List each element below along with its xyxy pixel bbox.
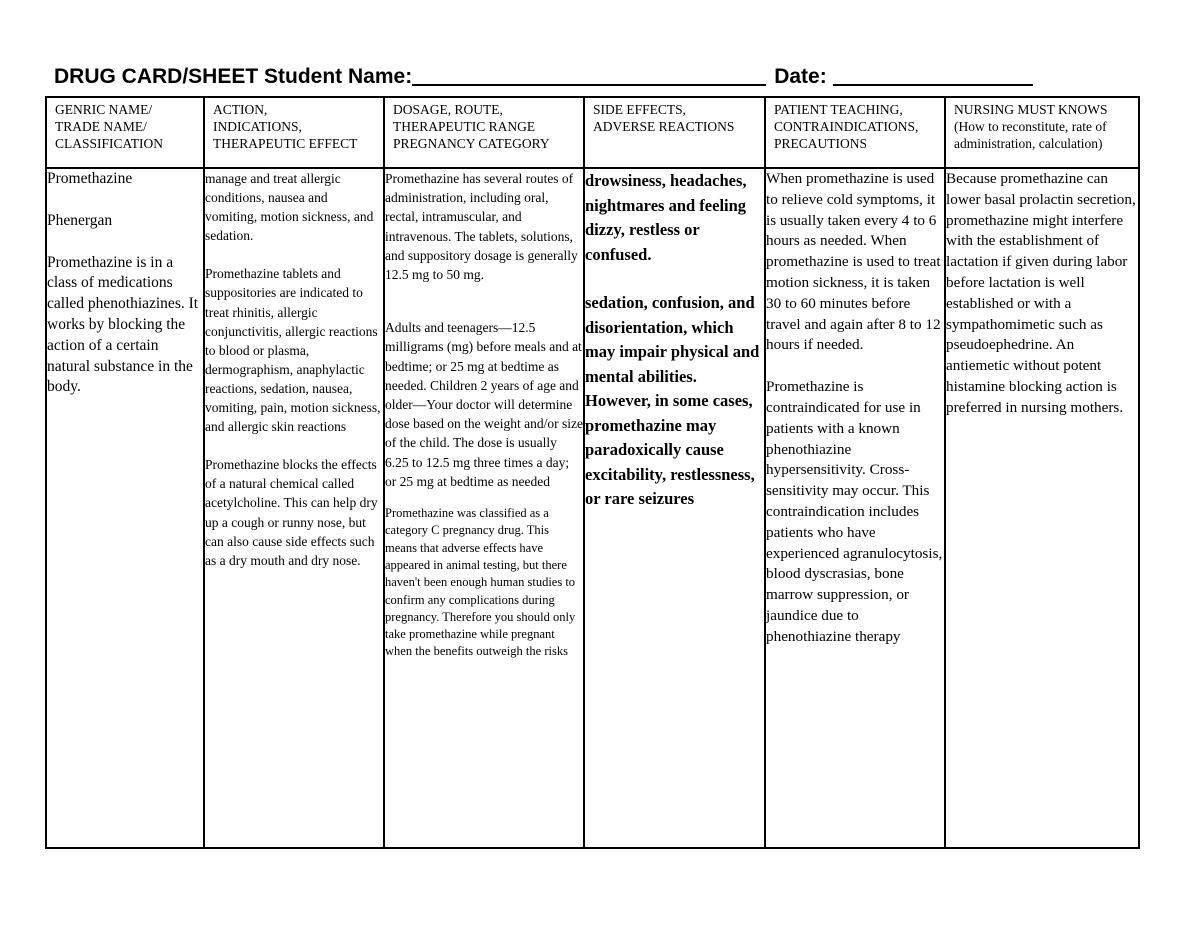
cell-dosage (384, 168, 584, 848)
student-name-field[interactable] (412, 64, 766, 86)
patient-teaching: When promethazine is used to relieve cold symptoms, it is usually taken every 4 to 6 hours as needed. When promethazine is used to treat motion sickness, it is taken 30 to 60 minutes before travel and again after 8 to 12 hours if needed. (766, 170, 941, 354)
dosage-routes: Promethazine has several routes of administration, including oral, rectal, intramuscular, and intravenous. The tablets, solutions, and suppository dosage is generally 12.5 mg to 50 mg. (385, 171, 578, 283)
date-field[interactable] (833, 64, 1033, 86)
generic-name: Promethazine (47, 170, 133, 187)
drug-card-table (45, 96, 1140, 849)
cell-generic-name (46, 168, 204, 848)
cell-nursing (945, 168, 1139, 848)
column-header-action: ACTION, INDICATIONS, THERAPEUTIC EFFECT (204, 97, 384, 168)
classification: Promethazine is in a class of medications called phenothiazines. It works by blocking the action of a certain natural substance in the body. (47, 253, 199, 396)
column-header-nursing: NURSING MUST KNOWS (How to reconstitute, rate of administration, calculation) (945, 97, 1139, 168)
drug-row (46, 168, 1139, 848)
cell-side-effects (584, 168, 765, 848)
column-header-patient-teaching: PATIENT TEACHING, CONTRAINDICATIONS, PRECAUTIONS (765, 97, 945, 168)
title-text: DRUG CARD/SHEET Student Name: (54, 65, 413, 88)
nursing-must-knows: Because promethazine can lower basal prolactin secretion, promethazine might interfere with the establishment of lactation if given during labor before lactation is well established or with a sympathomimetic such as pseudoephedrine. An antiemetic without potent histamine blocking action is preferred in nursing mothers. (946, 170, 1136, 416)
page-title (54, 64, 1154, 90)
pregnancy-category: Promethazine was classified as a category C pregnancy drug. This means that adverse effects have appeared in animal testing, but there haven't been enough human studies to confirm any complications during pregnancy. Therefore you should only take promethazine while pregnant when the benefits outweigh the risks (385, 506, 576, 659)
header-row (46, 97, 1139, 168)
action-indications: Promethazine tablets and suppositories are indicated to treat rhinitis, allergic conjunctivitis, allergic reactions to blood or plasma, dermographism, anaphylactic reactions, sedation, nausea, vomiting, pain, motion sickness, and allergic skin reactions (205, 266, 381, 435)
date-label: Date: (774, 65, 827, 88)
side-effects-common: drowsiness, headaches, nightmares and feeling dizzy, restless or confused. (585, 171, 747, 264)
trade-name: Phenergan (47, 211, 113, 229)
side-effects-adverse: sedation, confusion, and disorientation, which may impair physical and mental abilities. However, in some cases, promethazine may paradoxically cause excitability, restlessness, or rare seizures (585, 293, 760, 508)
action-mechanism: Promethazine blocks the effects of a natural chemical called acetylcholine. This can help dry up a cough or runny nose, but can also cause side effects such as a dry mouth and dry nose. (205, 457, 378, 568)
action-uses: manage and treat allergic conditions, nausea and vomiting, motion sickness, and sedation. (205, 171, 374, 244)
cell-patient-teaching (765, 168, 945, 848)
contraindications: Promethazine is contraindicated for use in patients with a known phenothiazine hypersensitivity. Cross-sensitivity may occur. This contraindication includes patients who have experienced agranulocytosis, blood dyscrasias, bone marrow suppression, or jaundice due to phenothiazine therapy (766, 378, 943, 645)
column-header-side-effects: SIDE EFFECTS, ADVERSE REACTIONS (584, 97, 765, 168)
column-header-generic-name: GENRIC NAME/ TRADE NAME/ CLASSIFICATION (46, 97, 204, 168)
column-header-dosage: DOSAGE, ROUTE, THERAPEUTIC RANGE PREGNANCY CATEGORY (384, 97, 584, 168)
dosage-amounts: Adults and teenagers—12.5 milligrams (mg) before meals and at bedtime; or 25 mg at bedtime as needed. Children 2 years of age and older—Your doctor will determine dose based on the weight and/or size of the child. The dose is usually 6.25 to 12.5 mg three times a day; or 25 mg at bedtime as needed (385, 320, 583, 489)
cell-action (204, 168, 384, 848)
